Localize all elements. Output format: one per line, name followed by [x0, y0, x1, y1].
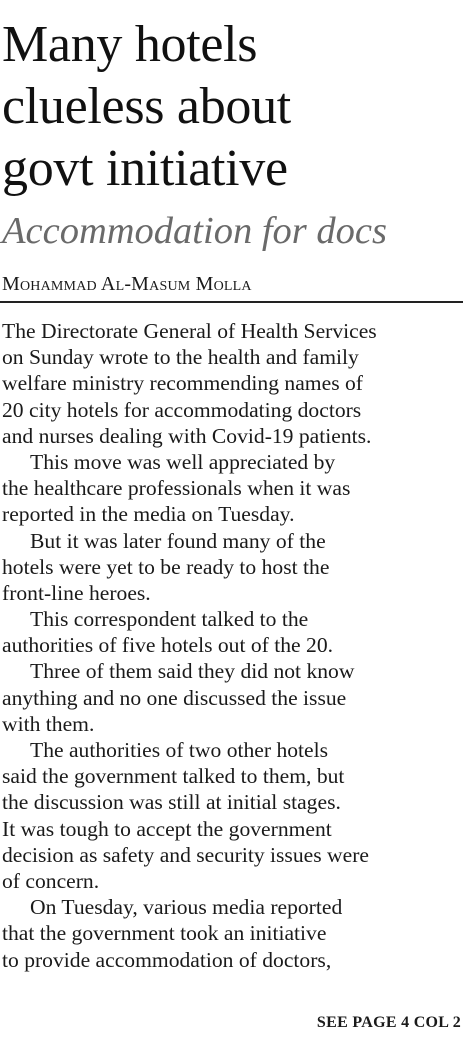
- body-line: that the government took an initiative: [2, 921, 327, 946]
- body-line: It was tough to accept the government: [2, 816, 332, 841]
- body-line: front-line heroes.: [2, 580, 151, 605]
- headline-line: Many hotels: [2, 16, 258, 73]
- body-line: and nurses dealing with Covid-19 patients.: [2, 423, 372, 448]
- headline: [2, 14, 291, 200]
- body-line: reported in the media on Tuesday.: [2, 502, 295, 527]
- byline: Mohammad Al-Masum Molla: [2, 273, 252, 295]
- body-line: to provide accommodation of doctors,: [2, 947, 332, 972]
- body-line: This correspondent talked to the: [30, 607, 309, 632]
- continuation-jump-line: SEE PAGE 4 COL 2: [316, 1014, 461, 1031]
- article-body: [2, 318, 463, 973]
- body-line: On Tuesday, various media reported: [30, 895, 343, 920]
- body-line: 20 city hotels for accommodating doctors: [2, 397, 362, 422]
- body-line: welfare ministry recommending names of: [2, 371, 363, 396]
- body-line: anything and no one discussed the issue: [2, 685, 347, 710]
- body-line: said the government talked to them, but: [2, 764, 345, 789]
- body-line: the healthcare professionals when it was: [2, 476, 351, 501]
- body-line: with them.: [2, 711, 95, 736]
- body-line: the discussion was still at initial stages.: [2, 790, 341, 815]
- body-line: The authorities of two other hotels: [30, 738, 329, 762]
- body-line: The Directorate General of Health Services: [2, 319, 377, 343]
- headline-line: clueless about: [2, 78, 291, 135]
- body-line: hotels were yet to be ready to host the: [2, 554, 330, 579]
- body-line: on Sunday wrote to the health and family: [2, 345, 359, 370]
- byline-divider: [0, 301, 463, 303]
- body-line: But it was later found many of the: [30, 528, 326, 553]
- headline-line: govt initiative: [2, 140, 288, 197]
- body-line: This move was well appreciated by: [30, 449, 336, 474]
- body-line: Three of them said they did not know: [30, 659, 355, 684]
- body-line: authorities of five hotels out of the 20.: [2, 633, 334, 658]
- body-line: decision as safety and security issues were: [2, 842, 369, 867]
- body-line: of concern.: [2, 868, 100, 893]
- kicker-subheading: Accommodation for docs: [2, 210, 387, 252]
